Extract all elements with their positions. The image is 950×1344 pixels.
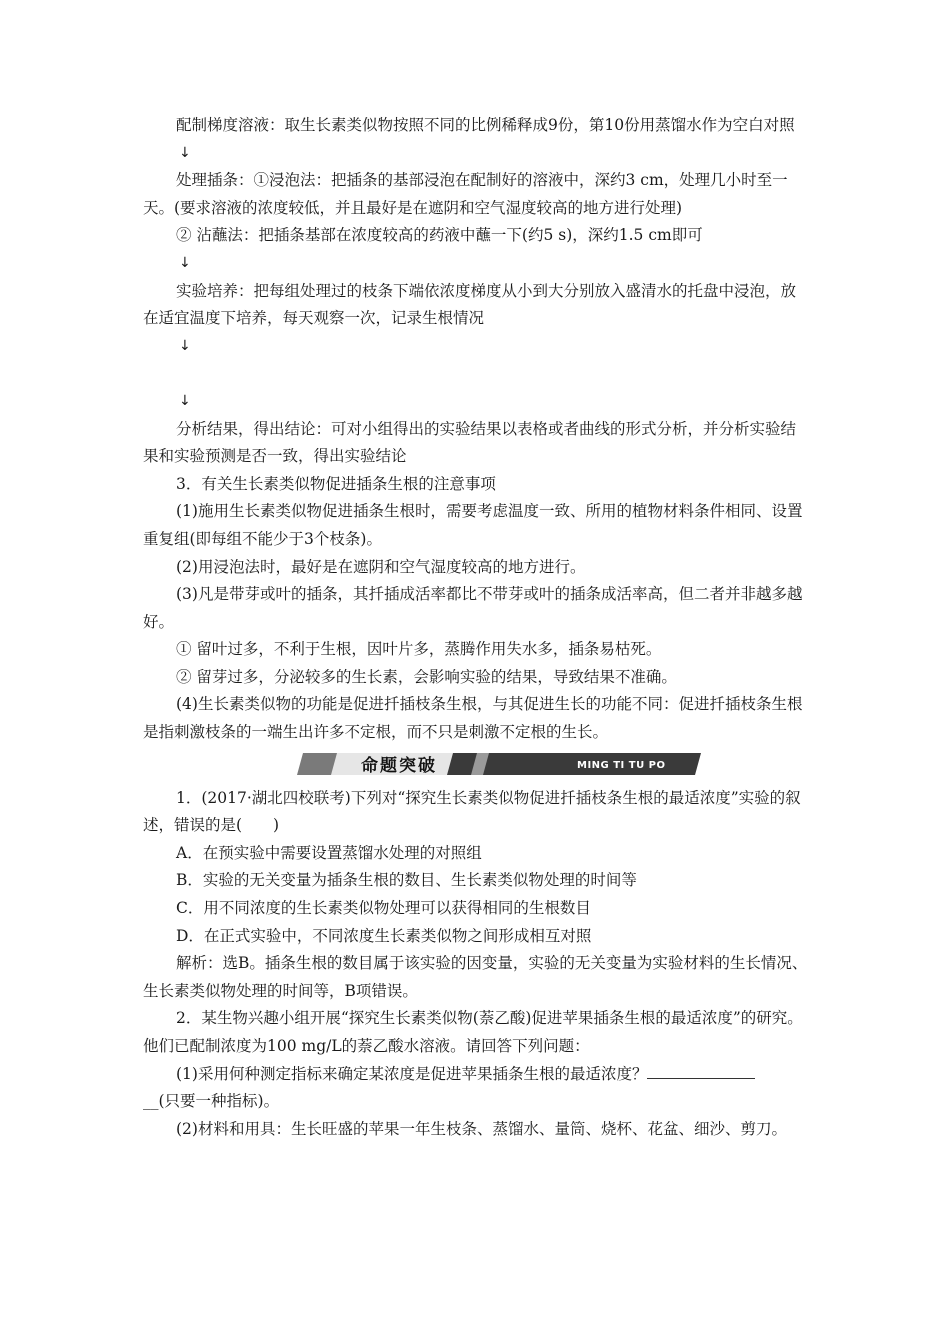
flow-arrow-2: ↓ — [179, 254, 191, 271]
question-1-stem: 1．(2017·湖北四校联考)下列对“探究生长素类似物促进扦插枝条生根的最适浓度”实验的叙述，错误的是( ) — [143, 788, 801, 835]
flow-step-1: 配制梯度溶液：取生长素类似物按照不同的比例稀释成9份，第10份用蒸馏水作为空白对照 — [176, 116, 795, 134]
question-1-option-b: B．实验的无关变量为插条生根的数目、生长素类似物处理的时间等 — [176, 871, 637, 890]
flow-step-4: 分析结果，得出结论：可对小组得出的实验结果以表格或者曲线的形式分析，并分析实验结果和实验预测是否一致，得出实验结论 — [143, 419, 797, 466]
answer-blank — [647, 1064, 755, 1079]
note-1: (1)施用生长素类似物促进插条生根时，需要考虑温度一致、所用的植物材料条件相同、设置重复组(即每组不能少于3个枝条)。 — [143, 502, 803, 548]
document-page — [143, 112, 808, 1143]
note-3b: ② 留芽过多，分泌较多的生长素，会影响实验的结果，导致结果不准确。 — [176, 667, 677, 686]
question-1-option-d: D．在正式实验中，不同浓度生长素类似物之间形成相互对照 — [176, 926, 592, 945]
question-1-analysis: 解析：选B。插条生根的数目属于该实验的因变量，实验的无关变量为实验材料的生长情况、生长素类似物处理的时间等，B项错误。 — [143, 954, 808, 1000]
flow-step-2: 处理插条：①浸泡法：把插条的基部浸泡在配制好的溶液中，深约3 cm，处理几小时至一天。(要求溶液的浓度较低，并且最好是在遮阴和空气湿度较高的地方进行处理) — [143, 171, 788, 217]
flow-step-3: 实验培养：把每组处理过的枝条下端依浓度梯度从小到大分别放入盛清水的托盘中浸泡，放在适宜温度下培养，每天观察一次，记录生根情况 — [143, 281, 797, 328]
blank-gap — [143, 360, 808, 388]
section-banner — [143, 749, 808, 779]
note-3: (3)凡是带芽或叶的插条，其扦插成活率都比不带芽或叶的插条成活率高，但二者并非越多越好。 — [143, 585, 803, 631]
note-4: (4)生长素类似物的功能是促进扦插枝条生根，与其促进生长的功能不同：促进扦插枝条生根是指刺激枝条的一端生出许多不定根，而不只是刺激不定根的生长。 — [143, 695, 803, 742]
note-2: (2)用浸泡法时，最好是在遮阴和空气湿度较高的地方进行。 — [176, 557, 586, 576]
question-2-part-2: (2)材料和用具：生长旺盛的苹果一年生枝条、蒸馏水、量筒、烧杯、花盆、细沙、剪刀。 — [176, 1119, 787, 1138]
flow-arrow-1: ↓ — [179, 144, 191, 161]
question-2-part-1-cont: __(只要一种指标)。 — [143, 1092, 280, 1111]
banner-title: 命题突破 — [361, 755, 437, 776]
question-2-stem: 2．某生物兴趣小组开展“探究生长素类似物(萘乙酸)促进苹果插条生根的最适浓度”的研究。他们已配制浓度为100 mg/L的萘乙酸水溶液。请回答下列问题： — [143, 1009, 803, 1055]
banner-shape — [143, 749, 808, 779]
notes-heading: 3．有关生长素类似物促进插条生根的注意事项 — [176, 474, 496, 493]
banner-subtitle: MING TI TU PO — [577, 759, 666, 771]
note-3a: ① 留叶过多，不利于生根，因叶片多，蒸腾作用失水多，插条易枯死。 — [176, 640, 662, 659]
flow-arrow-3: ↓ — [179, 337, 191, 354]
question-2-part-1-text: (1)采用何种测定指标来确定某浓度是促进苹果插条生根的最适浓度？ — [176, 1064, 648, 1083]
flow-arrow-4: ↓ — [179, 392, 191, 409]
question-1-option-a: A．在预实验中需要设置蒸馏水处理的对照组 — [176, 843, 482, 862]
question-2-part-1 — [143, 1061, 808, 1089]
flow-step-2b: ② 沾蘸法：把插条基部在浓度较高的药液中蘸一下(约5 s)，深约1.5 cm即可 — [176, 226, 703, 245]
question-1-option-c: C．用不同浓度的生长素类似物处理可以获得相同的生根数目 — [176, 899, 591, 918]
